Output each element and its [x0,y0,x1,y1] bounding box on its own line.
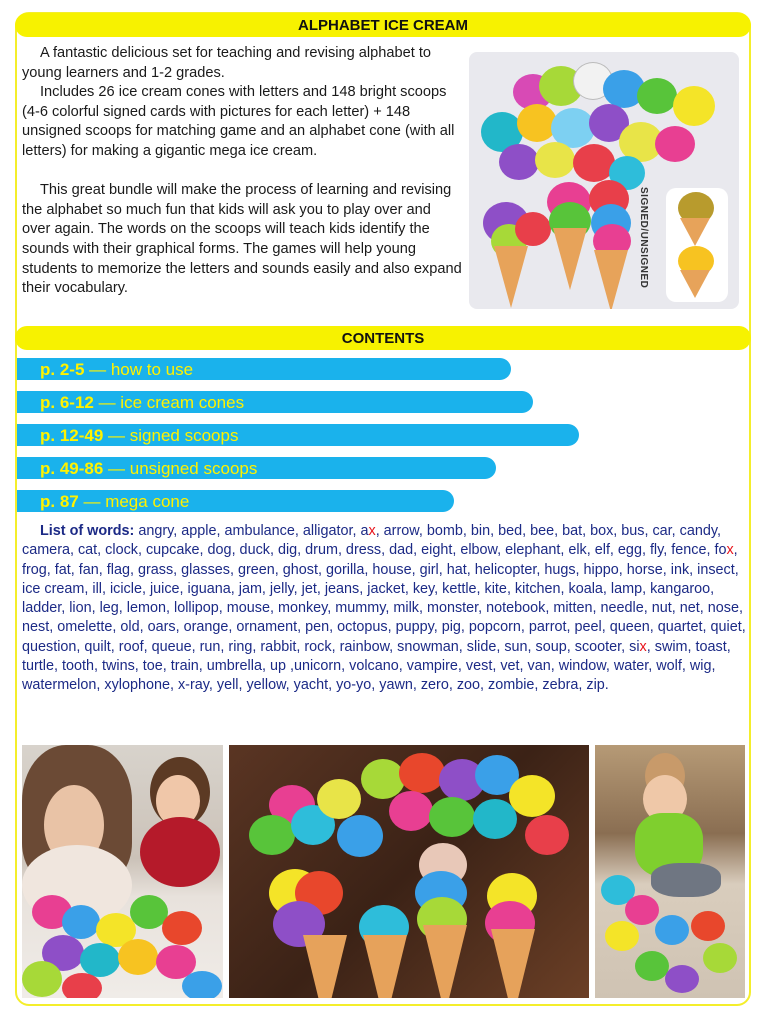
contents-pages: p. 49-86 [40,459,104,478]
contents-item-ice-cream-cones [17,391,533,413]
photo-kids-playing [22,745,223,998]
contents-label: — signed scoops [103,426,239,445]
word-list-text: , arrow, bomb, bin, bed, bee, bat, box, bus, car, candy, camera, cat, clock, cupcake, dog, duck, dig, drum, dress, dad, eight, elbow, elephant, elk, elf, egg, fly, fence, fo [22,523,727,559]
contents-label: — how to use [84,360,194,379]
signed-unsigned-label: SIGNED/UNSIGNED [638,187,649,289]
title-bar [15,13,751,37]
contents-pages: p. 6-12 [40,393,94,412]
contents-item-how-to-use [17,358,511,380]
contents-item-mega-cone [17,490,454,512]
word-list-text: angry, apple, ambulance, alligator, a [134,523,369,539]
intro-paragraph-1: A fantastic delicious set for teaching and revising alphabet to young learners and 1-2 grades. [22,45,432,81]
contents-label: — mega cone [78,492,190,511]
unsigned-inset [666,188,728,302]
product-collage-image [469,52,739,309]
contents-pages: p. 12-49 [40,426,104,445]
intro-text [22,44,462,299]
highlight-x: x [368,523,376,539]
intro-paragraph-3: This great bundle will make the process of learning and revising the alphabet so much fun that kids will ask you to play over and over again. The words on the scoops will teach kids identify the sounds with their graphical forms. The games will help young students to memorize the letters and sounds easily and also expand their vocabulary. [22,182,462,297]
photo-boy-playing [595,745,745,998]
contents-pages: p. 87 [40,492,79,511]
contents-label: — ice cream cones [93,393,245,412]
page-title: ALPHABET ICE CREAM [297,17,468,34]
word-list-label: List of words: [40,523,135,539]
contents-item-signed-scoops [17,424,579,446]
highlight-x: x [726,542,734,559]
photo-ice-cream-display [229,745,589,998]
highlight-x: x [639,638,647,655]
contents-item-unsigned-scoops [17,457,496,479]
intro-paragraph-2: Includes 26 ice cream cones with letters and 148 bright scoops (4-6 colorful signed cards with pictures for each letter) + 148 unsigned scoops for matching game and an alphabet cone (with all letters) for making a gigantic mega ice cream. [22,84,455,159]
word-list-text: , swim, toast, turtle, tooth, twins, toe, train, umbrella, up ,unicorn, volcano, vampire, vest, vet, van, window, water, wolf, wig, watermelon, xylophone, x-ray, yell, yellow, yacht, yo-yo, yawn, zero, zoo, zombie, zebra, zip. [22,638,731,694]
contents-bar [15,326,751,350]
contents-title: CONTENTS [341,330,425,347]
word-list [22,522,746,696]
contents-label: — unsigned scoops [103,459,258,478]
word-list-text: , frog, fat, fan, flag, grass, glasses, green, ghost, gorilla, house, girl, hat, helicopter, hugs, hippo, horse, ink, insect, ice cream, ill, icicle, juice, iguana, jam, jelly, jet, jeans, jacket, key, kettle, kite, kitchen, koala, lamp, kangaroo, ladder, lion, leg, lemon, lollipop, mouse, monkey, mummy, milk, monster, notebook, mitten, needle, nut, net, nose, nest, omelette, old, oars, orange, ornament, pen, octopus, puppy, pig, popcorn, parrot, peel, queen, quartet, quiet, question, quilt, roof, queue, run, ring, rabbit, rock, rainbow, snowman, slide, sun, soup, scooter, si [22,542,746,655]
contents-pages: p. 2-5 [40,360,85,379]
